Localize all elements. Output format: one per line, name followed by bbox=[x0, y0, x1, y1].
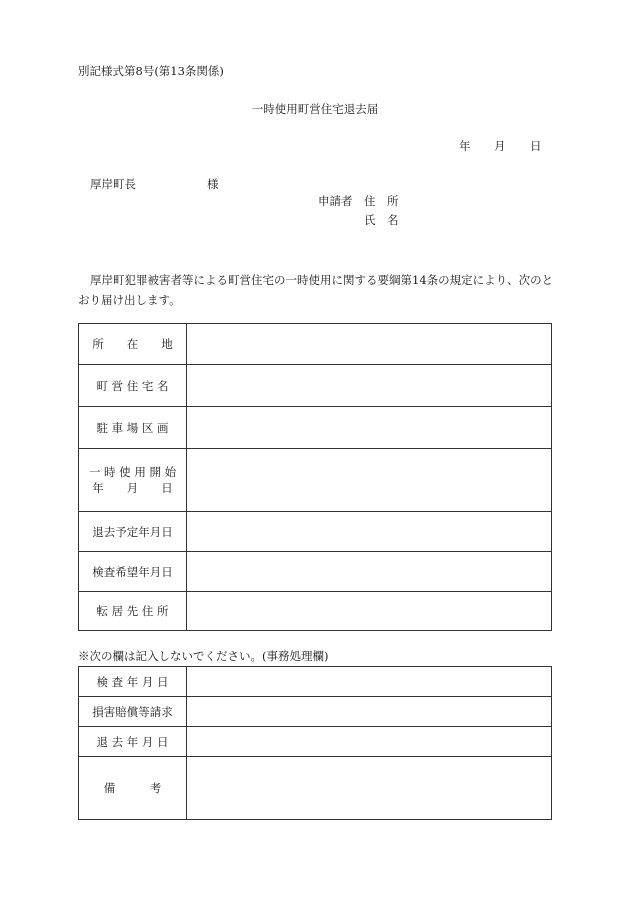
use-start-date-label-line2: 年 月 日 bbox=[92, 481, 173, 495]
inspection-date-label: 検 査 年 月 日 bbox=[79, 667, 187, 697]
table-row bbox=[79, 727, 552, 757]
planned-vacate-date-field[interactable] bbox=[187, 512, 552, 552]
office-use-note: ※次の欄は記入しないでください。(事務処理欄) bbox=[78, 649, 329, 663]
remarks-label: 備 考 bbox=[79, 757, 187, 820]
inspection-request-date-field[interactable] bbox=[187, 552, 552, 592]
document-title: 一時使用町営住宅退去届 bbox=[251, 102, 379, 116]
table-row bbox=[79, 407, 552, 449]
date-month-label: 月 bbox=[494, 139, 506, 153]
use-start-date-label-line1: 一 時 使 用 開 始 bbox=[88, 465, 177, 479]
applicant-label: 申請者 bbox=[318, 194, 353, 208]
parking-space-field[interactable] bbox=[187, 407, 552, 449]
body-paragraph: 厚岸町犯罪被害者等による町営住宅の一時使用に関する要綱第14条の規定により、次のとおり届け出します。 bbox=[78, 273, 554, 307]
remarks-field[interactable] bbox=[187, 757, 552, 820]
table-row bbox=[79, 757, 552, 820]
damage-claim-label: 損害賠償等請求 bbox=[79, 697, 187, 727]
table-row bbox=[79, 667, 552, 697]
new-address-label: 転 居 先 住 所 bbox=[79, 592, 187, 631]
main-form-table bbox=[78, 323, 552, 631]
planned-vacate-date-label: 退去予定年月日 bbox=[79, 512, 187, 552]
table-row bbox=[79, 512, 552, 552]
use-start-date-field[interactable] bbox=[187, 449, 552, 512]
parking-space-label: 駐 車 場 区 画 bbox=[79, 407, 187, 449]
housing-name-label: 町 営 住 宅 名 bbox=[79, 365, 187, 407]
inspection-request-date-label: 検査希望年月日 bbox=[79, 552, 187, 592]
damage-claim-field[interactable] bbox=[187, 697, 552, 727]
table-row bbox=[79, 552, 552, 592]
applicant-name-label: 氏 名 bbox=[364, 213, 399, 227]
use-start-date-label bbox=[79, 449, 187, 512]
office-use-table bbox=[78, 666, 552, 820]
table-row bbox=[79, 449, 552, 512]
inspection-date-field[interactable] bbox=[187, 667, 552, 697]
addressee-honorific: 様 bbox=[207, 177, 219, 191]
date-year-label: 年 bbox=[459, 139, 471, 153]
new-address-field[interactable] bbox=[187, 592, 552, 631]
vacate-date-field[interactable] bbox=[187, 727, 552, 757]
table-row bbox=[79, 697, 552, 727]
vacate-date-label: 退 去 年 月 日 bbox=[79, 727, 187, 757]
table-row bbox=[79, 592, 552, 631]
addressee-name: 厚岸町長 bbox=[90, 177, 136, 191]
table-row bbox=[79, 324, 552, 365]
housing-name-field[interactable] bbox=[187, 365, 552, 407]
date-day-label: 日 bbox=[530, 139, 542, 153]
location-label: 所 在 地 bbox=[79, 324, 187, 365]
table-row bbox=[79, 365, 552, 407]
applicant-address-label: 住 所 bbox=[364, 194, 399, 208]
form-number: 別記様式第8号(第13条関係) bbox=[78, 64, 224, 78]
location-field[interactable] bbox=[187, 324, 552, 365]
